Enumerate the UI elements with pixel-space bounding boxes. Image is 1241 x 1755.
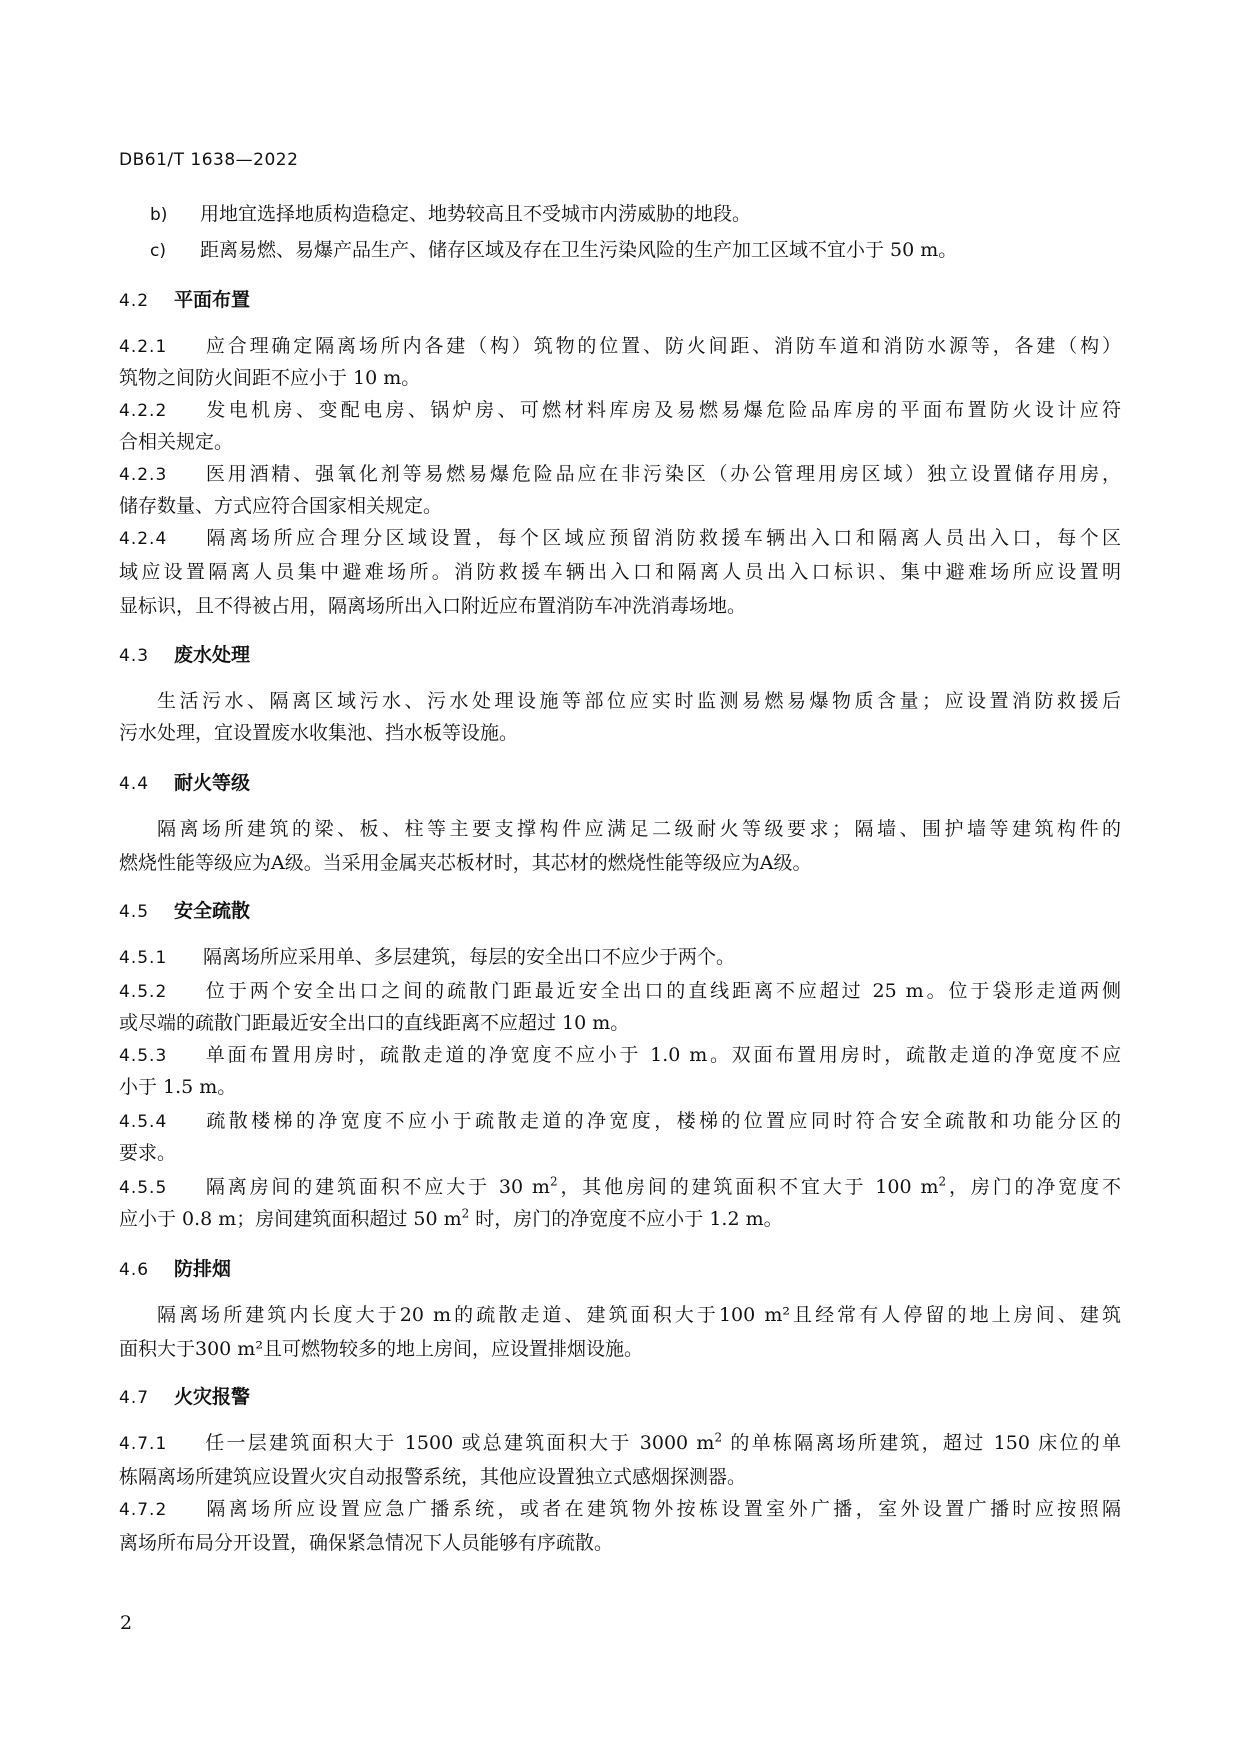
clause-line	[119, 944, 735, 971]
clause-text: 隔离房间的建筑面积不应大于 30 m	[203, 1176, 550, 1198]
clause-line	[119, 978, 1121, 1005]
section-number: 4.2	[119, 291, 150, 311]
section-title: 火灾报警	[174, 1386, 251, 1408]
clause-line: 域应设置隔离人员集中避难场所。消防救援车辆出入口和隔离人员出入口标识、集中避难场所应设置明	[119, 561, 1121, 583]
section-heading	[119, 1256, 231, 1283]
paragraph-line: 燃烧性能等级应为A级。当采用金属夹芯板材时，其芯材的燃烧性能等级应为A级。	[119, 852, 812, 874]
clause-number: 4.5.5	[119, 1178, 168, 1198]
clause-text: 应合理确定隔离场所内各建（构）筑物的位置、防火间距、消防车道和消防水源等，各建（构）	[203, 335, 1121, 357]
clause-line	[119, 1430, 1121, 1457]
clause-line: 离场所布局分开设置，确保紧急情况下人员能够有序疏散。	[119, 1532, 614, 1554]
paragraph-line: 生活污水、隔离区域污水、污水处理设施等部位应实时监测易燃易爆物质含量；应设置消防救援后	[157, 690, 1121, 712]
clause-line: 要求。	[119, 1142, 177, 1164]
clause-number: 4.5.3	[119, 1046, 168, 1066]
clause-text: 时，房门的净宽度不应小于 1.2 m。	[469, 1208, 783, 1230]
clause-line: 显标识，且不得被占用，隔离场所出入口附近应布置消防车冲洗消毒场地。	[119, 595, 747, 617]
section-heading	[119, 898, 250, 925]
paragraph-line: 隔离场所建筑的梁、板、柱等主要支撑构件应满足二级耐火等级要求；隔墙、围护墙等建筑构件的	[157, 818, 1121, 840]
clause-text: 疏散楼梯的净宽度不应小于疏散走道的净宽度，楼梯的位置应同时符合安全疏散和功能分区的	[203, 1110, 1121, 1132]
section-number: 4.4	[119, 774, 150, 794]
section-title: 平面布置	[174, 289, 251, 311]
section-number: 4.3	[119, 646, 150, 666]
superscript: 2	[461, 1206, 470, 1221]
clause-number: 4.5.4	[119, 1112, 168, 1132]
section-heading	[119, 770, 250, 797]
clause-line	[119, 1206, 783, 1232]
superscript: 2	[549, 1174, 558, 1189]
clause-line: 合相关规定。	[119, 431, 234, 453]
clause-line	[119, 397, 1121, 424]
clause-line: 筑物之间防火间距不应小于 10 m。	[119, 367, 421, 389]
clause-text: 单面布置用房时，疏散走道的净宽度不应小于 1.0 m。双面布置用房时，疏散走道的净宽度不应	[203, 1044, 1121, 1066]
list-item-label: b)	[150, 205, 168, 225]
clause-number: 4.7.1	[119, 1434, 168, 1454]
clause-line	[119, 525, 1121, 552]
section-title: 废水处理	[174, 644, 251, 666]
list-item-text: 距离易燃、易爆产品生产、储存区域及存在卫生污染风险的生产加工区域不宜小于 50 m。	[200, 239, 958, 261]
section-title: 防排烟	[174, 1258, 232, 1280]
clause-number: 4.5.1	[119, 948, 168, 968]
section-title: 耐火等级	[174, 772, 251, 794]
list-item-label: c)	[150, 241, 166, 261]
clause-line	[119, 1108, 1121, 1135]
clause-text: 应小于 0.8 m；房间建筑面积超过 50 m	[119, 1208, 462, 1230]
section-title: 安全疏散	[174, 900, 251, 922]
clause-line: 或尽端的疏散门距最近安全出口的直线距离不应超过 10 m。	[119, 1012, 630, 1034]
clause-line: 小于 1.5 m。	[119, 1076, 237, 1098]
document-code-header: DB61/T 1638—2022	[119, 150, 299, 170]
clause-line	[119, 1174, 1121, 1201]
clause-number: 4.2.4	[119, 529, 168, 549]
clause-number: 4.7.2	[119, 1500, 168, 1520]
clause-text: 医用酒精、强氧化剂等易燃易爆危险品应在非污染区（办公管理用房区域）独立设置储存用房，	[203, 463, 1121, 485]
paragraph-line: 污水处理，宜设置废水收集池、挡水板等设施。	[119, 722, 519, 744]
paragraph-line: 面积大于300 m²且可燃物较多的地上房间，应设置排烟设施。	[119, 1338, 643, 1360]
clause-text: 发电机房、变配电房、锅炉房、可燃材料库房及易燃易爆危险品库房的平面布置防火设计应符	[203, 399, 1121, 421]
list-item-text: 用地宜选择地质构造稳定、地势较高且不受城市内涝威胁的地段。	[200, 203, 752, 225]
clause-line	[119, 333, 1121, 360]
section-heading	[119, 642, 250, 669]
clause-line	[119, 1496, 1121, 1523]
section-number: 4.6	[119, 1260, 150, 1280]
list-item	[150, 201, 751, 228]
clause-text: 隔离场所应采用单、多层建筑，每层的安全出口不应少于两个。	[203, 946, 736, 968]
clause-line	[119, 461, 1121, 488]
clause-text: 隔离场所应设置应急广播系统，或者在建筑物外按栋设置室外广播，室外设置广播时应按照隔	[203, 1498, 1121, 1520]
clause-text: 隔离场所应合理分区域设置，每个区域应预留消防救援车辆出入口和隔离人员出入口，每个区	[203, 527, 1121, 549]
list-item	[150, 237, 957, 264]
clause-text: 的单栋隔离场所建筑，超过 150 床位的单	[722, 1432, 1121, 1454]
section-heading	[119, 1384, 250, 1411]
section-number: 4.7	[119, 1388, 150, 1408]
superscript: 2	[714, 1430, 723, 1445]
superscript: 2	[938, 1174, 947, 1189]
clause-text: ，房门的净宽度不	[946, 1176, 1121, 1198]
clause-number: 4.2.2	[119, 401, 168, 421]
clause-number: 4.5.2	[119, 982, 168, 1002]
clause-line: 储存数量、方式应符合国家相关规定。	[119, 495, 443, 517]
clause-number: 4.2.3	[119, 465, 168, 485]
page-number: 2	[120, 1612, 133, 1634]
clause-text: ，其他房间的建筑面积不宜大于 100 m	[557, 1176, 939, 1198]
clause-text: 任一层建筑面积大于 1500 或总建筑面积大于 3000 m	[203, 1432, 715, 1454]
clause-number: 4.2.1	[119, 337, 168, 357]
paragraph-line: 隔离场所建筑内长度大于20 m的疏散走道、建筑面积大于100 m²且经常有人停留的地上房间、建筑	[157, 1304, 1121, 1326]
clause-line: 栋隔离场所建筑应设置火灾自动报警系统，其他应设置独立式感烟探测器。	[119, 1466, 747, 1488]
section-heading	[119, 287, 250, 314]
clause-line	[119, 1042, 1121, 1069]
section-number: 4.5	[119, 902, 150, 922]
clause-text: 位于两个安全出口之间的疏散门距最近安全出口的直线距离不应超过 25 m。位于袋形走道两侧	[203, 980, 1121, 1002]
